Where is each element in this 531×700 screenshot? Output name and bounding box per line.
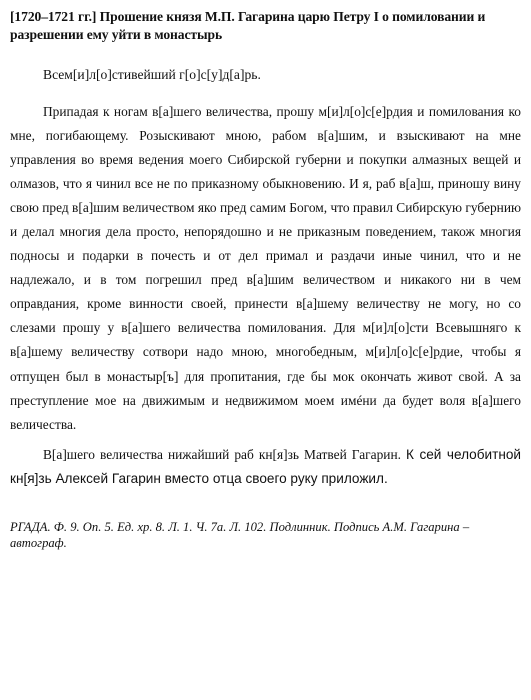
archive-reference: РГАДА. Ф. 9. Оп. 5. Ед. хр. 8. Л. 1. Ч. 7а. Л. 102. Подлинник. Подпись А.М. Гагарина – автограф. <box>10 519 470 550</box>
signature-main: В[а]шего величества нижайший раб кн[я]зь Матвей Гагарин. <box>43 446 401 462</box>
signature-addendum: К сей челобитной кн[я]зь Алексей Гагарин вместо отца своего руку приложил. <box>10 446 521 486</box>
signature-block <box>10 443 521 491</box>
document-heading: [1720–1721 гг.] Прошение князя М.П. Гагарина царю Петру I о помиловании и разрешении ему уйти в монастырь <box>10 9 486 42</box>
salutation: Всем[и]л[о]стивейший г[о]с[у]д[а]рь. <box>43 67 261 82</box>
petition-body: Припадая к ногам в[а]шего величества, прошу м[и]л[о]с[е]рдия и помилования ко мне, погибающему. Розыскивают мною, рабом в[а]шим, и взыскивают на мне управления во время ведения моего Сибирской губерни и покупки алмазных вещей и олмазов, что я чинил все не по приказному обыкновению. И я, раб в[а]ш, приношу вину свою пред в[а]шим величеством яко пред самим Богом, что правил Сибирскую губернию и делал многия дела просто, непорядошно и не приказным поведением, також многия подносы и подарки в почесть и от дел примал и раздачи иные чинил, что и не надлежало, и в том погрешил пред в[а]шим величеством и никакого ни в чем оправдания, кроме винности своей, принести в[а]шему величеству не могу, но со слезами прошу у в[а]шего величества помилования. Для м[и]л[о]сти Всевышняго к в[а]шему величеству сотвори надо мною, многобедным, м[и]л[о]с[е]рдие, чтобы я отпущен был в монастыр[ъ] для пропитания, где бы мок окончать живот свой. А за преступление мое на движимым и недвижимом моем имéни да будет воля в[а]шего величества. <box>10 104 521 432</box>
